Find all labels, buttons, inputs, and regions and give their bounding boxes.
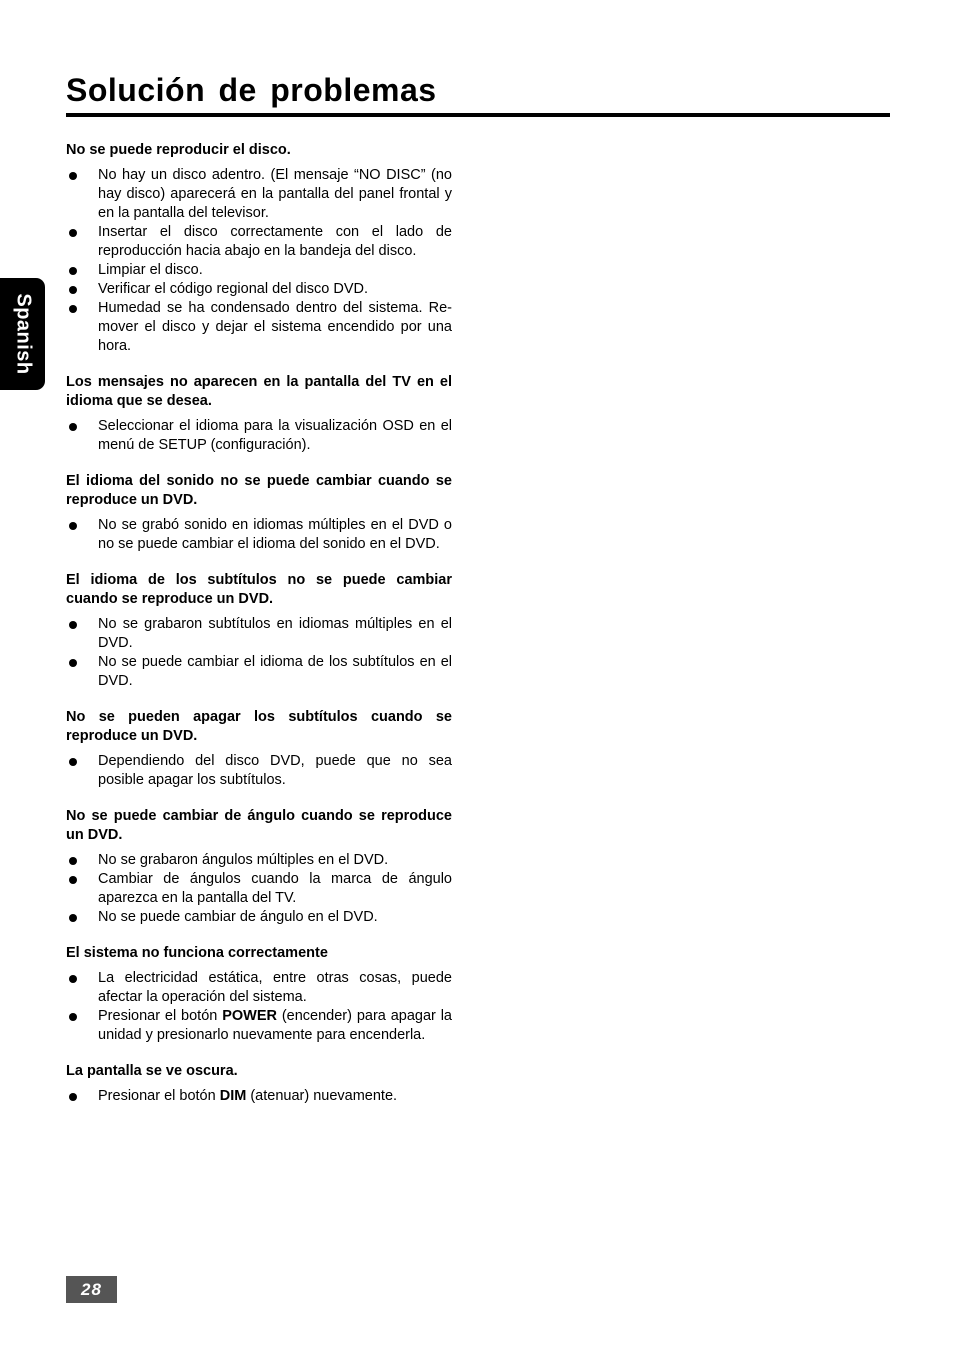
solution-item <box>66 851 452 870</box>
section-heading: El idioma de los subtítulos no se puede cambiar cuando se reproduce un DVD. <box>66 572 452 607</box>
solution-text: No hay un disco adentro. (El mensaje “NO DISC” (no hay disco) aparecerá en la pantalla del panel frontal y en la pantalla del televisor. <box>98 167 452 221</box>
solution-text: Seleccionar el idioma para la visualización OSD en el menú de SETUP (configuración). <box>98 418 452 453</box>
solution-item <box>66 615 452 653</box>
solution-text: Insertar el disco correctamente con el lado de reproducción hacia abajo en la bandeja del disco. <box>98 224 452 259</box>
bullet-icon <box>69 659 77 667</box>
title-rule <box>66 113 890 117</box>
troubleshooting-section <box>66 1062 452 1106</box>
solution-item <box>66 908 452 927</box>
solution-list <box>66 752 452 790</box>
section-heading: La pantalla se ve oscura. <box>66 1063 238 1079</box>
bullet-icon <box>69 914 77 922</box>
solution-list <box>66 516 452 554</box>
troubleshooting-section <box>66 571 452 691</box>
solution-item <box>66 223 452 261</box>
bullet-icon <box>69 758 77 766</box>
solution-item <box>66 752 452 790</box>
button-name: POWER <box>222 1008 277 1024</box>
page-title: Solución de problemas <box>66 72 437 108</box>
bullet-icon <box>69 172 77 180</box>
solution-text: Verificar el código regional del disco DVD. <box>98 281 368 297</box>
bullet-icon <box>69 305 77 313</box>
troubleshooting-section <box>66 708 452 790</box>
language-side-tab <box>0 278 45 390</box>
solution-text: No se grabaron subtítulos en idiomas múltiples en el DVD. <box>98 616 452 651</box>
solution-item <box>66 417 452 455</box>
section-heading: No se pueden apagar los subtítulos cuando se reproduce un DVD. <box>66 709 452 744</box>
troubleshooting-section <box>66 373 452 455</box>
section-heading: El sistema no funciona correctamente <box>66 945 328 961</box>
bullet-icon <box>69 876 77 884</box>
section-heading: El idioma del sonido no se puede cambiar cuando se reproduce un DVD. <box>66 473 452 508</box>
bullet-icon <box>69 267 77 275</box>
troubleshooting-section <box>66 944 452 1045</box>
solution-item <box>66 261 452 280</box>
solution-text: Cambiar de ángulos cuando la marca de ángulo aparezca en la pantalla del TV. <box>98 871 452 906</box>
solution-item <box>66 1087 452 1106</box>
language-tab-label: Spanish <box>12 293 34 375</box>
solution-item <box>66 280 452 299</box>
solution-text: Presionar el botón DIM (atenuar) nuevamente. <box>98 1088 398 1104</box>
solution-list <box>66 615 452 691</box>
section-heading: No se puede cambiar de ángulo cuando se reproduce un DVD. <box>66 808 452 843</box>
solution-list <box>66 851 452 927</box>
solution-text: No se grabó sonido en idiomas múltiples en el DVD o no se puede cambiar el idioma del sonido en el DVD. <box>98 517 452 552</box>
solution-item <box>66 1007 452 1045</box>
bullet-icon <box>69 1093 77 1101</box>
bullet-icon <box>69 857 77 865</box>
solution-item <box>66 653 452 691</box>
troubleshooting-section <box>66 807 452 927</box>
bullet-icon <box>69 621 77 629</box>
bullet-icon <box>69 229 77 237</box>
page-number: 28 <box>66 1276 117 1303</box>
solution-list <box>66 166 452 356</box>
troubleshooting-content <box>66 141 452 1123</box>
solution-list <box>66 417 452 455</box>
solution-list <box>66 969 452 1045</box>
solution-item <box>66 516 452 554</box>
solution-item <box>66 299 452 356</box>
solution-text: La electricidad estática, entre otras cosas, puede afectar la operación del sistema. <box>98 970 452 1005</box>
bullet-icon <box>69 975 77 983</box>
troubleshooting-section <box>66 141 452 356</box>
solution-item <box>66 870 452 908</box>
button-name: DIM <box>219 1088 247 1104</box>
solution-text: No se puede cambiar el idioma de los subtítulos en el DVD. <box>98 654 452 689</box>
section-heading: Los mensajes no aparecen en la pantalla del TV en el idioma que se desea. <box>66 374 452 409</box>
bullet-icon <box>69 522 77 530</box>
solution-item <box>66 166 452 223</box>
solution-text: Presionar el botón POWER (encender) para apagar la unidad y presionarlo nuevamente para encenderla. <box>98 1008 452 1043</box>
bullet-icon <box>69 1013 77 1021</box>
solution-text: No se grabaron ángulos múltiples en el DVD. <box>98 852 389 868</box>
solution-text: Dependiendo del disco DVD, puede que no sea posible apagar los subtítulos. <box>98 753 452 788</box>
solution-text: Humedad se ha condensado dentro del sistema. Re-mover el disco y dejar el sistema encendido por una hora. <box>98 300 452 354</box>
troubleshooting-section <box>66 472 452 554</box>
solution-text: Limpiar el disco. <box>98 262 203 278</box>
solution-list <box>66 1087 452 1106</box>
solution-item <box>66 969 452 1007</box>
bullet-icon <box>69 423 77 431</box>
bullet-icon <box>69 286 77 294</box>
section-heading: No se puede reproducir el disco. <box>66 142 291 158</box>
solution-text: No se puede cambiar de ángulo en el DVD. <box>98 909 378 925</box>
